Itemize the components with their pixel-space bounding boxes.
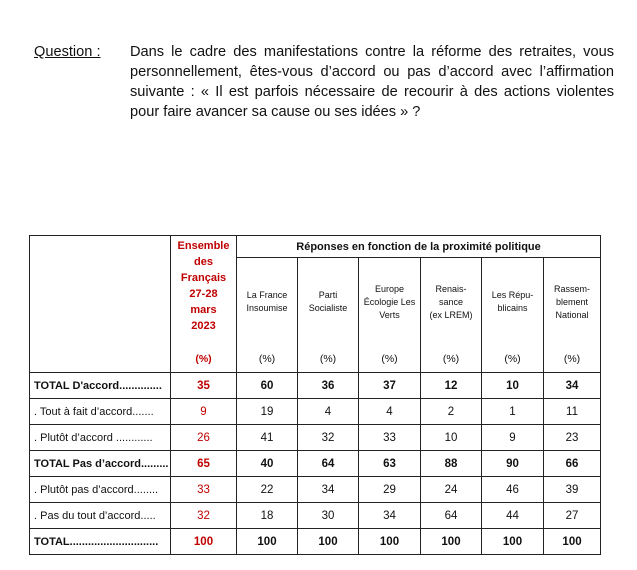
pct-header: (%) [237, 346, 298, 373]
column-header-line: La France [246, 290, 288, 300]
question-label: Question : [34, 44, 101, 60]
cell-value: 33 [359, 425, 421, 451]
column-header-eelv [359, 258, 421, 347]
cell-value: 100 [482, 529, 544, 555]
cell-value: 34 [359, 503, 421, 529]
column-header-line: sance [438, 296, 464, 307]
pct-header: (%) [359, 346, 421, 373]
blank-corner-cell [30, 236, 171, 373]
cell-value: 18 [237, 503, 298, 529]
cell-value: 23 [544, 425, 601, 451]
cell-value: 34 [298, 477, 359, 503]
cell-value: 90 [482, 451, 544, 477]
cell-value: 88 [421, 451, 482, 477]
ensemble-pct-header: (%) [171, 346, 237, 373]
cell-value: 22 [237, 477, 298, 503]
ensemble-value: 65 [171, 451, 237, 477]
cell-value: 63 [359, 451, 421, 477]
row-label: . Pas du tout d’accord..... [30, 503, 171, 529]
cell-value: 10 [421, 425, 482, 451]
cell-value: 46 [482, 477, 544, 503]
row-label: TOTAL D'accord.............. [30, 373, 171, 399]
column-header-line: (ex LREM) [429, 309, 473, 320]
cell-value: 64 [421, 503, 482, 529]
table-row [30, 425, 601, 451]
ensemble-value: 32 [171, 503, 237, 529]
column-header-line: Europe [374, 283, 405, 294]
cell-value: 60 [237, 373, 298, 399]
cell-value: 32 [298, 425, 359, 451]
row-label: TOTAL Pas d’accord......... [30, 451, 171, 477]
cell-value: 100 [544, 529, 601, 555]
column-header-renaissance [421, 258, 482, 347]
column-header-line: National [555, 309, 589, 320]
row-label: . Tout à fait d’accord....... [30, 399, 171, 425]
table-row [30, 503, 601, 529]
ensemble-header-line: 27-28 [189, 288, 218, 300]
cell-value: 30 [298, 503, 359, 529]
row-label: . Plutôt pas d’accord........ [30, 477, 171, 503]
cell-value: 64 [298, 451, 359, 477]
cell-value: 19 [237, 399, 298, 425]
cell-value: 100 [237, 529, 298, 555]
column-header-line: Parti [318, 290, 338, 300]
row-label: . Plutôt d’accord ............ [30, 425, 171, 451]
column-header-line: Verts [379, 309, 400, 320]
ensemble-header-line: Français [180, 272, 227, 284]
table-row [30, 529, 601, 555]
column-header-line: Les Répu- [491, 290, 534, 300]
cell-value: 9 [482, 425, 544, 451]
cell-value: 100 [421, 529, 482, 555]
cell-value: 37 [359, 373, 421, 399]
table-row [30, 477, 601, 503]
cell-value: 41 [237, 425, 298, 451]
cell-value: 100 [298, 529, 359, 555]
cell-value: 11 [544, 399, 601, 425]
question-text: Dans le cadre des manifestations contre la réforme des retraites, vous personnellement, êtes-vous d’accord ou pas d’accord avec l’affirmation suivante : « Il est parfois nécessaire de recourir à des actions violentes pour faire avancer sa cause ou ses idées » ? [130, 44, 614, 120]
ensemble-value: 100 [171, 529, 237, 555]
ensemble-value: 33 [171, 477, 237, 503]
table-row [30, 399, 601, 425]
cell-value: 10 [482, 373, 544, 399]
cell-value: 66 [544, 451, 601, 477]
table-row [30, 451, 601, 477]
column-header-ps [298, 258, 359, 347]
ensemble-value: 35 [171, 373, 237, 399]
ensemble-header-line: 2023 [191, 320, 216, 332]
pct-header: (%) [544, 346, 601, 373]
cell-value: 1 [482, 399, 544, 425]
column-header-line: Rassem- [554, 283, 591, 294]
cell-value: 29 [359, 477, 421, 503]
cell-value: 44 [482, 503, 544, 529]
group-header: Réponses en fonction de la proximité politique [237, 236, 601, 258]
ensemble-header-line: mars [190, 304, 217, 316]
pct-header: (%) [298, 346, 359, 373]
cell-value: 36 [298, 373, 359, 399]
cell-value: 4 [359, 399, 421, 425]
cell-value: 12 [421, 373, 482, 399]
column-header-line: Socialiste [308, 303, 348, 313]
ensemble-header [171, 236, 237, 347]
column-header-line: Écologie Les [363, 296, 416, 307]
column-header-line: blement [556, 296, 589, 307]
column-header-lr [482, 258, 544, 347]
ensemble-value: 9 [171, 399, 237, 425]
question-block [34, 42, 614, 122]
column-header-lfi [237, 258, 298, 347]
pct-header: (%) [482, 346, 544, 373]
ensemble-value: 26 [171, 425, 237, 451]
row-label: TOTAL............................. [30, 529, 171, 555]
cell-value: 40 [237, 451, 298, 477]
ensemble-header-line: Ensemble [177, 240, 230, 252]
cell-value: 100 [359, 529, 421, 555]
pct-header: (%) [421, 346, 482, 373]
ensemble-header-line: des [194, 256, 213, 268]
cell-value: 24 [421, 477, 482, 503]
column-header-line: blicains [497, 303, 528, 313]
column-header-rn [544, 258, 601, 347]
results-table [29, 235, 601, 555]
cell-value: 34 [544, 373, 601, 399]
cell-value: 39 [544, 477, 601, 503]
cell-value: 27 [544, 503, 601, 529]
cell-value: 2 [421, 399, 482, 425]
column-header-line: Renais- [435, 283, 467, 294]
column-header-line: Insoumise [246, 303, 288, 313]
cell-value: 4 [298, 399, 359, 425]
table-row [30, 373, 601, 399]
